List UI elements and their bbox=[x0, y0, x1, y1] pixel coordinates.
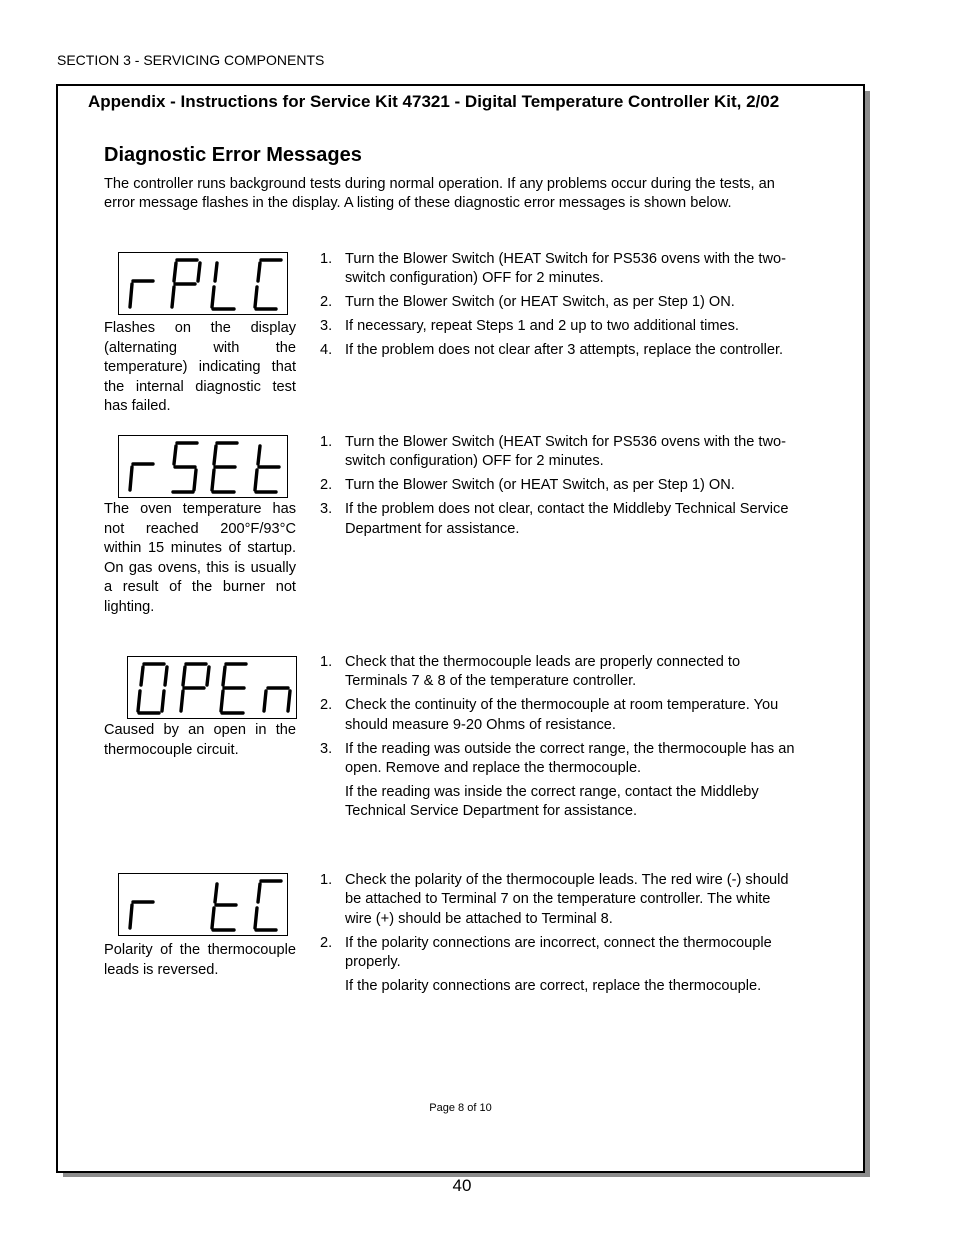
error-caption-rset: The oven temperature has not reached 200°F/93°C within 15 minutes of startup. On gas ovens, this is usually a result of the burner not lighting. bbox=[104, 501, 296, 615]
intro-paragraph: The controller runs background tests during normal operation. If any problems occur during the tests, an error message flashes in the display. A listing of these diagnostic error messages is shown below. bbox=[104, 176, 775, 212]
page-number: 40 bbox=[452, 1176, 472, 1195]
list-item: 1. Turn the Blower Switch (HEAT Switch for PS536 ovens with the two-switch configuration) OFF for 2 minutes. bbox=[320, 434, 786, 470]
error-caption-open: Caused by an open in the thermocouple circuit. bbox=[104, 722, 296, 758]
list-item: 4. If the problem does not clear after 3 attempts, replace the controller. bbox=[320, 342, 784, 359]
page-footer: Page 8 of 10 bbox=[429, 1102, 492, 1114]
seven-segment-rtc bbox=[119, 874, 287, 935]
list-item: 2. Turn the Blower Switch (or HEAT Switch, as per Step 1) ON. bbox=[320, 477, 735, 494]
error-caption-rplc: Flashes on the display (alternating with the temperature) indicating that the internal diagnostic test has failed. bbox=[104, 320, 296, 414]
seven-segment-rplc bbox=[119, 253, 287, 314]
list-note: If the polarity connections are correct, replace the thermocouple. bbox=[345, 978, 762, 995]
seven-segment-open bbox=[128, 657, 296, 718]
list-item: 3. If the problem does not clear, contact the Middleby Technical Service Department for assistance. bbox=[320, 501, 789, 537]
list-note: If the reading was inside the correct range, contact the Middleby Technical Service Department for assistance. bbox=[345, 783, 759, 820]
error-display-rplc bbox=[118, 252, 288, 315]
appendix-frame bbox=[56, 84, 865, 1173]
list-item: 2. If the polarity connections are incorrect, connect the thermocouple properly. bbox=[320, 934, 772, 971]
appendix-title: Appendix - Instructions for Service Kit 47321 - Digital Temperature Controller Kit, 2/02 bbox=[88, 92, 780, 111]
list-item: 1. Turn the Blower Switch (HEAT Switch for PS536 ovens with the two-switch configuration) OFF for 2 minutes. bbox=[320, 251, 786, 287]
list-item: 2. Turn the Blower Switch (or HEAT Switch, as per Step 1) ON. bbox=[320, 294, 735, 311]
list-item: 1. Check the polarity of the thermocouple leads. The red wire (-) should be attached to Terminal 7 on the temperature controller. The white wire (+) should be attached to Terminal 8. bbox=[320, 872, 789, 927]
error-display-rtc bbox=[118, 873, 288, 936]
error-caption-rtc: Polarity of the thermocouple leads is reversed. bbox=[104, 942, 296, 978]
list-item: 3. If necessary, repeat Steps 1 and 2 up to two additional times. bbox=[320, 318, 739, 335]
error-steps-open bbox=[320, 653, 800, 826]
error-steps-rplc bbox=[320, 250, 800, 365]
list-item: 1. Check that the thermocouple leads are properly connected to Terminals 7 & 8 of the temperature controller. bbox=[320, 654, 741, 690]
section-header: SECTION 3 - SERVICING COMPONENTS bbox=[57, 52, 325, 68]
error-steps-rtc bbox=[320, 871, 800, 1001]
list-item: 2. Check the continuity of the thermocouple at room temperature. You should measure 9-20 Ohms of resistance. bbox=[320, 697, 779, 733]
error-display-open bbox=[127, 656, 297, 719]
list-item: 3. If the reading was outside the correct range, the thermocouple has an open. Remove and replace the thermocouple. bbox=[320, 740, 795, 777]
error-display-rset bbox=[118, 435, 288, 498]
seven-segment-rset bbox=[119, 436, 287, 497]
error-steps-rset bbox=[320, 433, 800, 544]
section-heading: Diagnostic Error Messages bbox=[104, 144, 362, 166]
